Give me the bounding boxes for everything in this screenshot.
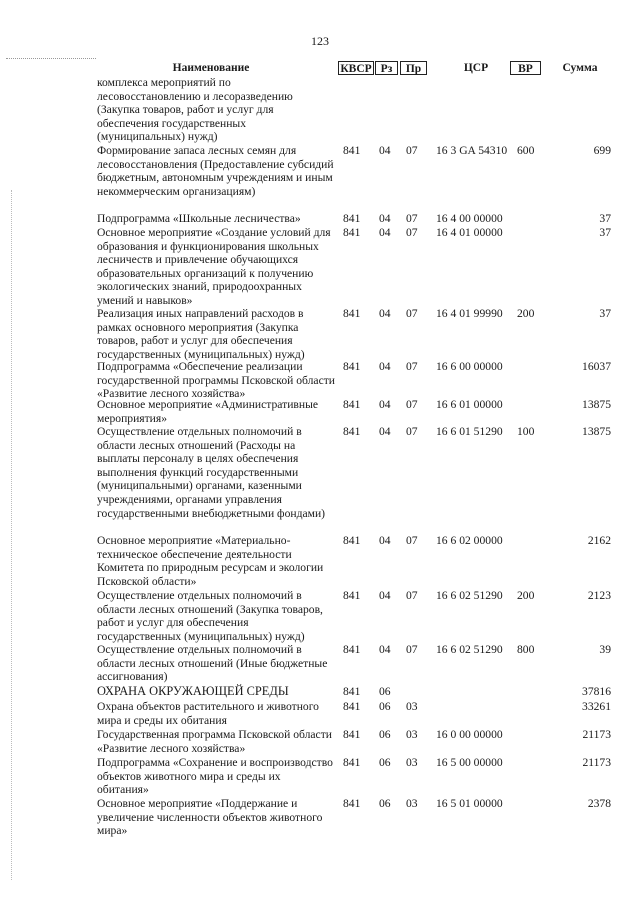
- row-rz: 04: [379, 425, 391, 438]
- row-pr: 07: [406, 643, 418, 656]
- row-pr: 07: [406, 226, 418, 239]
- row-sum: 37: [599, 307, 611, 320]
- row-pr: 03: [406, 756, 418, 769]
- row-csr: 16 6 02 51290: [436, 643, 503, 656]
- header-rz: Рз: [375, 61, 398, 75]
- row-name: Основное мероприятие «Поддержание и увеличение численности объектов животного мира»: [97, 797, 323, 838]
- row-name: Государственная программа Псковской области «Развитие лесного хозяйства»: [97, 728, 332, 755]
- row-pr: 07: [406, 212, 418, 225]
- row-kvsr: 841: [343, 797, 361, 810]
- row-name: Реализация иных направлений расходов в рамках основного мероприятия (Закупка товаров, работ и услуг для обеспечения государственных (муниципальных) нужд): [97, 307, 305, 361]
- row-name: Осуществление отдельных полномочий в области лесных отношений (Закупка товаров, работ и услуг для обеспечения государственных (муниципальных) нужд): [97, 589, 323, 643]
- page-number: 123: [311, 34, 329, 48]
- row-pr: 07: [406, 589, 418, 602]
- row-sum: 16037: [582, 360, 611, 373]
- row-name: Подпрограмма «Обеспечение реализации государственной программы Псковской области «Развитие лесного хозяйства»: [97, 360, 335, 401]
- row-name: Основное мероприятие «Создание условий для образования и функционирования школьных лесничеств и привлечение обучающихся образовательных организаций к получению экологических знаний, природоохранных умений и навыков»: [97, 226, 331, 307]
- row-sum: 13875: [582, 398, 611, 411]
- row-name: Подпрограмма «Сохранение и воспроизводство объектов животного мира и среды их обитания»: [97, 756, 333, 797]
- row-pr: 03: [406, 700, 418, 713]
- row-pr: 03: [406, 728, 418, 741]
- row-csr: 16 4 00 00000: [436, 212, 503, 225]
- row-kvsr: 841: [343, 398, 361, 411]
- row-kvsr: 841: [343, 589, 361, 602]
- row-sum: 37816: [582, 685, 611, 698]
- section-heading: ОХРАНА ОКРУЖАЮЩЕЙ СРЕДЫ: [97, 684, 289, 698]
- table-header: [94, 61, 614, 77]
- header-kvsr: КВСР: [338, 61, 374, 75]
- row-csr: 16 6 00 00000: [436, 360, 503, 373]
- header-sum: Сумма: [562, 62, 598, 74]
- row-sum: 21173: [582, 756, 611, 769]
- row-rz: 04: [379, 307, 391, 320]
- row-name: Осуществление отдельных полномочий в области лесных отношений (Расходы на выплаты персоналу в целях обеспечения выполнения функций государственными (муниципальными) органами, казенными учреждениями, органами управления государственными внебюджетными фондами): [97, 425, 326, 520]
- row-kvsr: 841: [343, 144, 361, 157]
- row-rz: 04: [379, 226, 391, 239]
- row-name: Основное мероприятие «Материально-техническое обеспечение деятельности Комитета по природным ресурсам и экологии Псковской области»: [97, 534, 324, 588]
- row-name: Осуществление отдельных полномочий в области лесных отношений (Иные бюджетные ассигнования): [97, 643, 328, 684]
- row-kvsr: 841: [343, 425, 361, 438]
- row-kvsr: 841: [343, 307, 361, 320]
- row-sum: 2123: [587, 589, 611, 602]
- row-rz: 04: [379, 398, 391, 411]
- header-vr: ВР: [510, 61, 541, 75]
- row-pr: 03: [406, 797, 418, 810]
- row-sum: 39: [599, 643, 611, 656]
- row-kvsr: 841: [343, 534, 361, 547]
- header-pr: Пр: [400, 61, 427, 75]
- row-rz: 06: [379, 756, 391, 769]
- row-vr: 100: [517, 425, 535, 438]
- row-kvsr: 841: [343, 643, 361, 656]
- row-rz: 04: [379, 144, 391, 157]
- row-sum: 699: [593, 144, 611, 157]
- row-csr: 16 0 00 00000: [436, 728, 503, 741]
- row-name: Охрана объектов растительного и животного мира и среды их обитания: [97, 700, 319, 727]
- row-rz: 04: [379, 643, 391, 656]
- row-kvsr: 841: [343, 700, 361, 713]
- row-kvsr: 841: [343, 685, 361, 698]
- row-vr: 800: [517, 643, 535, 656]
- row-sum: 13875: [582, 425, 611, 438]
- row-vr: 600: [517, 144, 535, 157]
- row-sum: 37: [599, 212, 611, 225]
- row-rz: 04: [379, 212, 391, 225]
- row-kvsr: 841: [343, 212, 361, 225]
- row-name: Подпрограмма «Школьные лесничества»: [97, 212, 301, 225]
- row-pr: 07: [406, 398, 418, 411]
- row-kvsr: 841: [343, 728, 361, 741]
- row-rz: 06: [379, 685, 391, 698]
- row-pr: 07: [406, 534, 418, 547]
- row-sum: 37: [599, 226, 611, 239]
- row-vr: 200: [517, 307, 535, 320]
- row-kvsr: 841: [343, 226, 361, 239]
- row-kvsr: 841: [343, 756, 361, 769]
- row-rz: 06: [379, 700, 391, 713]
- row-csr: 16 6 02 51290: [436, 589, 503, 602]
- row-csr: 16 5 00 00000: [436, 756, 503, 769]
- row-rz: 04: [379, 534, 391, 547]
- header-csr: ЦСР: [463, 62, 489, 74]
- scan-margin-line: [11, 190, 12, 880]
- row-csr: 16 5 01 00000: [436, 797, 503, 810]
- row-vr: 200: [517, 589, 535, 602]
- row-csr: 16 4 01 00000: [436, 226, 503, 239]
- row-csr: 16 6 02 00000: [436, 534, 503, 547]
- row-pr: 07: [406, 307, 418, 320]
- row-pr: 07: [406, 360, 418, 373]
- scan-artifact-line: [6, 58, 96, 59]
- row-name: Основное мероприятие «Административные мероприятия»: [97, 398, 319, 425]
- row-sum: 2162: [587, 534, 611, 547]
- row-sum: 2378: [587, 797, 611, 810]
- row-csr: 16 4 01 99990: [436, 307, 503, 320]
- header-name: Наименование: [172, 62, 250, 74]
- row-csr: 16 3 GA 54310: [436, 144, 508, 157]
- row-kvsr: 841: [343, 360, 361, 373]
- row-sum: 21173: [582, 728, 611, 741]
- row-name: комплекса мероприятий по лесовосстановлению и лесоразведению (Закупка товаров, работ и услуг для обеспечения государственных (муниципальных) нужд): [97, 76, 293, 144]
- row-sum: 33261: [582, 700, 611, 713]
- row-rz: 06: [379, 797, 391, 810]
- row-csr: 16 6 01 00000: [436, 398, 503, 411]
- row-pr: 07: [406, 144, 418, 157]
- row-rz: 04: [379, 589, 391, 602]
- row-rz: 06: [379, 728, 391, 741]
- row-pr: 07: [406, 425, 418, 438]
- row-rz: 04: [379, 360, 391, 373]
- row-csr: 16 6 01 51290: [436, 425, 503, 438]
- row-name: Формирование запаса лесных семян для лесовосстановления (Предоставление субсидий бюджетным, автономным учреждениям и иным некоммерческим организациям): [97, 144, 334, 198]
